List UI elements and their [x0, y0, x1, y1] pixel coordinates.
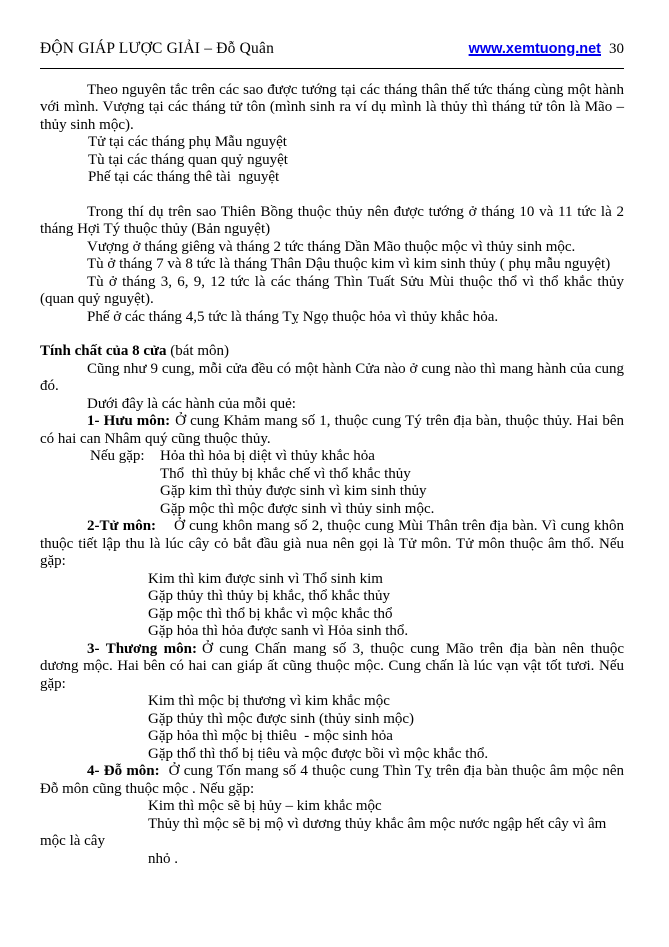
example-paragraph-3: Tù ở tháng 7 và 8 tức là tháng Thân Dậu thuộc kim vì kim sinh thủy ( phụ mẫu nguyệt) [87, 256, 611, 272]
list-item [90, 448, 624, 466]
intro-paragraph: Theo nguyên tắc trên các sao được tướng tại các tháng thân thế tức tháng cùng một hành với mình. Vượng tại các tháng tử tôn (mình sinh ra ví dụ mình là thủy thì tháng tử tôn là Mão –thủy sinh mộc). [40, 81, 624, 133]
site-link[interactable]: www.xemtuong.net [468, 41, 601, 57]
door-2-paragraph [40, 518, 624, 571]
example-paragraph-4: Tù ở tháng 3, 6, 9, 12 tức là các tháng Thìn Tuất Sửu Mùi thuộc thổ vì thổ khắc thủy (quan quỷ nguyệt). [40, 273, 624, 307]
list-item: Kim thì mộc sẽ bị hủy – kim khắc mộc [148, 798, 382, 814]
list-item-line: Thủy thì mộc sẽ bị mộ vì dương thủy khắc âm mộc nước ngập hết cây vì âm [148, 815, 607, 832]
example-paragraph-5: Phế ở các tháng 4,5 tức là tháng Tỵ Ngọ thuộc hỏa vì thủy khắc hỏa. [87, 308, 499, 325]
door-1-label: 1- Hưu môn: [87, 413, 171, 429]
list-item: Kim thì mộc bị thương vì kim khắc mộc [148, 693, 390, 709]
list-item-line: mộc là cây [40, 833, 105, 849]
list-item: Gặp thủy thì mộc được sinh (thủy sinh mộc) [148, 710, 415, 727]
door-3-paragraph [40, 641, 624, 694]
page-header [40, 40, 624, 59]
document-title: ĐỘN GIÁP LƯỢC GIẢI – Đỗ Quân [40, 40, 275, 57]
door-1-desc: Ở cung Khảm mang số 1, thuộc cung Tý trên địa bàn, thuộc thủy. Hai bên có hai can Nhâm quý cũng thuộc thủy. [40, 413, 625, 447]
door-3-items [148, 693, 624, 763]
list-item: Gặp kim thì thủy được sinh vì kim sinh thủy [160, 483, 427, 499]
list-item: Tù tại các tháng quan quỷ nguyệt [88, 151, 288, 168]
page-number: 30 [609, 41, 624, 57]
header-right [469, 41, 624, 59]
section-heading-rest: (bát môn) [166, 343, 229, 359]
list-item: Gặp thủy thì thủy bị khắc, thổ khắc thủy [148, 588, 391, 604]
example-paragraph-1: Trong thí dụ trên sao Thiên Bồng thuộc thủy nên được tướng ở tháng 10 và 11 tức là 2 tháng Hợi Tý thuộc thủy (Bản nguyệt) [40, 203, 624, 237]
spacer [40, 326, 624, 343]
door-2-label: 2-Tử môn: [87, 518, 157, 534]
list-item: Gặp hỏa thì hỏa được sanh vì Hỏa sinh thổ. [148, 623, 409, 639]
section-paragraph-1: Cũng như 9 cung, mỗi cửa đều có một hành Cửa nào ở cung nào thì mang hành của cung đó. [40, 360, 624, 394]
door-4-desc: Ở cung Tốn mang số 4 thuộc cung Thìn Tỵ trên địa bàn thuộc âm mộc nên Đỗ môn cũng thuộc mộc . Nếu gặp: [40, 763, 624, 797]
door-2-desc: Ở cung khôn mang số 2, thuộc cung Mùi Thân trên địa bàn. Vì cung khôn thuộc tiết lập thu là lúc cây cỏ bắt đầu già nua nên gọi là Tử môn. Tử môn thuộc âm thổ. Nếu gặp: [40, 518, 624, 569]
door-2-items [148, 571, 624, 641]
section-heading-bold: Tính chất của 8 cửa [40, 343, 167, 359]
list-item: Gặp mộc thì thổ bị khắc vì mộc khắc thổ [148, 605, 393, 622]
example-paragraph-2: Vượng ở tháng giêng và tháng 2 tức tháng Dần Mão thuộc mộc vì thủy sinh mộc. [87, 238, 576, 255]
list-item-text: Hỏa thì hỏa bị diệt vì thủy khắc hỏa [160, 448, 375, 464]
document-body [40, 82, 624, 869]
door-3-desc: Ở cung Chấn mang số 3, thuộc cung Mão trên địa bàn nên thuộc dương mộc. Hai bên có hai can giáp ất cũng thuộc mộc. Cung chấn là lúc vạn vật tốt tươi. Nếu gặp: [40, 640, 624, 692]
section-heading [40, 343, 624, 361]
list-item: Gặp hỏa thì mộc bị thiêu - mộc sinh hỏa [148, 728, 393, 744]
list-item: Tử tại các tháng phụ Mẫu nguyệt [88, 134, 287, 150]
door-1-paragraph [40, 413, 624, 448]
door-4-items [40, 798, 624, 868]
section-paragraph-2: Dưới đây là các hành của mỗi quẻ: [87, 395, 296, 412]
door-3-label: 3- Thương môn: [87, 640, 197, 657]
list-item: Gặp thổ thì thổ bị tiêu và mộc được bồi vì mộc khắc thổ. [148, 745, 489, 762]
list-item: Kim thì kim được sinh vì Thổ sinh kim [148, 570, 383, 587]
list-item: Gặp mộc thì mộc được sinh vì thủy sinh mộc. [160, 500, 435, 517]
header-rule [40, 68, 624, 69]
door-1-items [90, 448, 624, 518]
spacer [40, 187, 624, 204]
list-item-line: nhỏ . [148, 850, 178, 867]
neu-gap-label: Nếu gặp: [90, 448, 145, 464]
list-item: Phế tại các tháng thê tài nguyệt [88, 169, 280, 185]
door-4-paragraph [40, 763, 624, 798]
list-item: Thổ thì thủy bị khắc chế vì thổ khắc thủy [160, 465, 411, 482]
door-4-label: 4- Đỗ môn: [87, 763, 160, 779]
